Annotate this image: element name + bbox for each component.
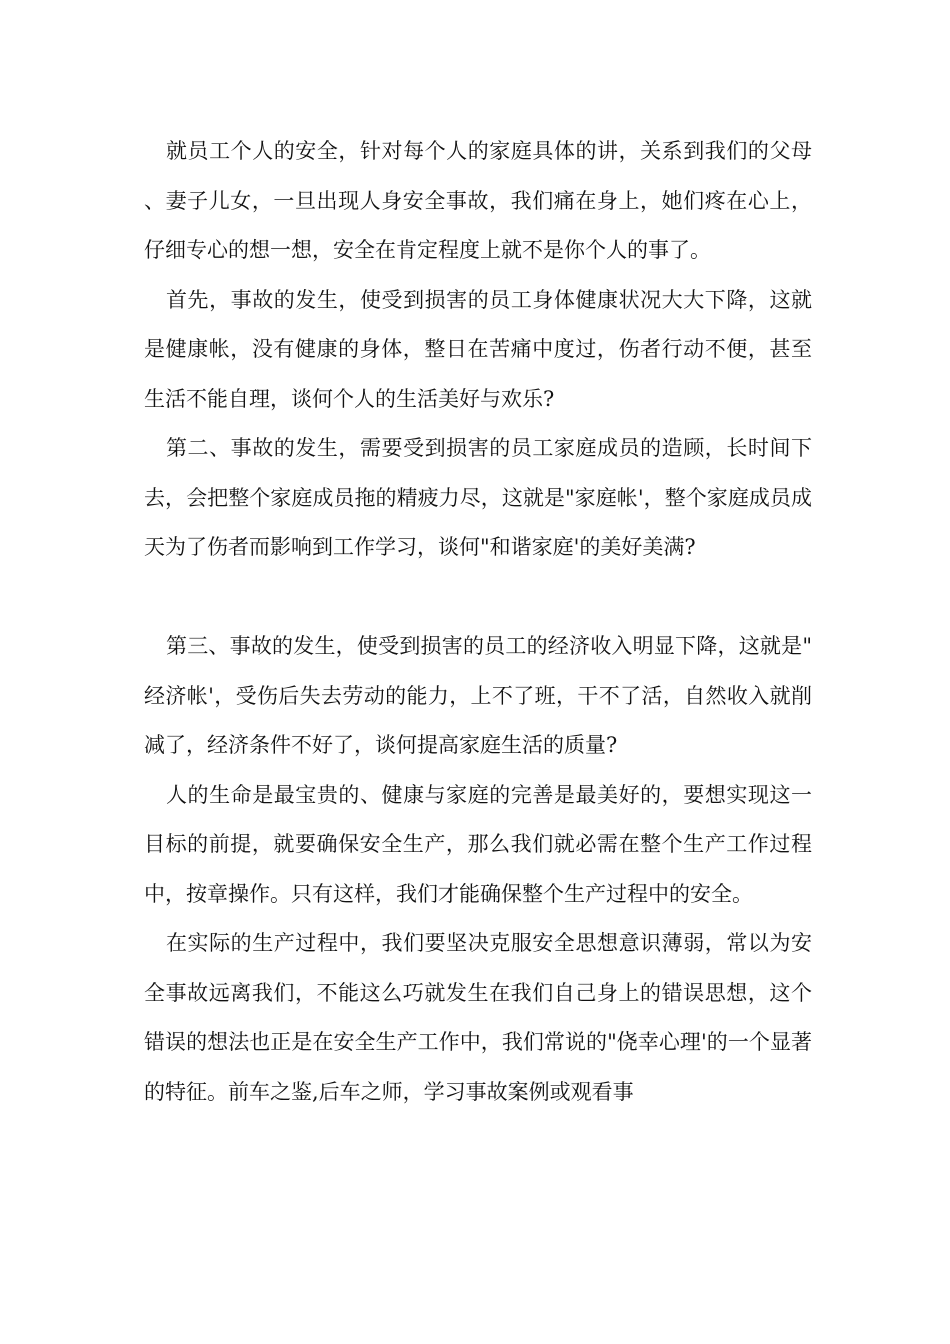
- paragraph-health-account: 首先，事故的发生，使受到损害的员工身体健康状况大大下降，这就是健康帐，没有健康的身体，整日在苦痛中度过，伤者行动不便，甚至生活不能自理，谈何个人的生活美好与欢乐?: [144, 287, 812, 411]
- document-body: [144, 127, 812, 1117]
- paragraph-personal-safety: 就员工个人的安全，针对每个人的家庭具体的讲，关系到我们的父母、妻子儿女，一旦出现人身安全事故，我们痛在身上，她们疼在心上，仔细专心的想一想，安全在肯定程度上就不是你个人的事了。: [144, 139, 812, 262]
- paragraph-economic-account: 第三、事故的发生，使受到损害的员工的经济收入明显下降，这就是"经济帐'，受伤后失去劳动的能力，上不了班，干不了活，自然收入就削减了，经济条件不好了，谈何提高家庭生活的质量?: [144, 634, 812, 757]
- paragraph-safe-production: 人的生命是最宝贵的、健康与家庭的完善是最美好的，要想实现这一目标的前提，就要确保安全生产，那么我们就必需在整个生产工作过程中，按章操作。只有这样，我们才能确保整个生产过程中的安全。: [144, 782, 812, 906]
- paragraph-luck-mentality: 在实际的生产过程中，我们要坚决克服安全思想意识薄弱，常以为安全事故远离我们，不能这么巧就发生在我们自己身上的错误思想，这个错误的想法也正是在安全生产工作中，我们常说的"侥幸心理'的一个显著的特征。前车之鉴,后车之师，学习事故案例或观看事: [144, 931, 812, 1104]
- paragraph-family-account: 第二、事故的发生，需要受到损害的员工家庭成员的造顾，长时间下去，会把整个家庭成员拖的精疲力尽，这就是"家庭帐'，整个家庭成员成天为了伤者而影响到工作学习，谈何"和谐家庭'的美好美满?: [144, 436, 812, 559]
- paragraph-spacer: [144, 573, 812, 623]
